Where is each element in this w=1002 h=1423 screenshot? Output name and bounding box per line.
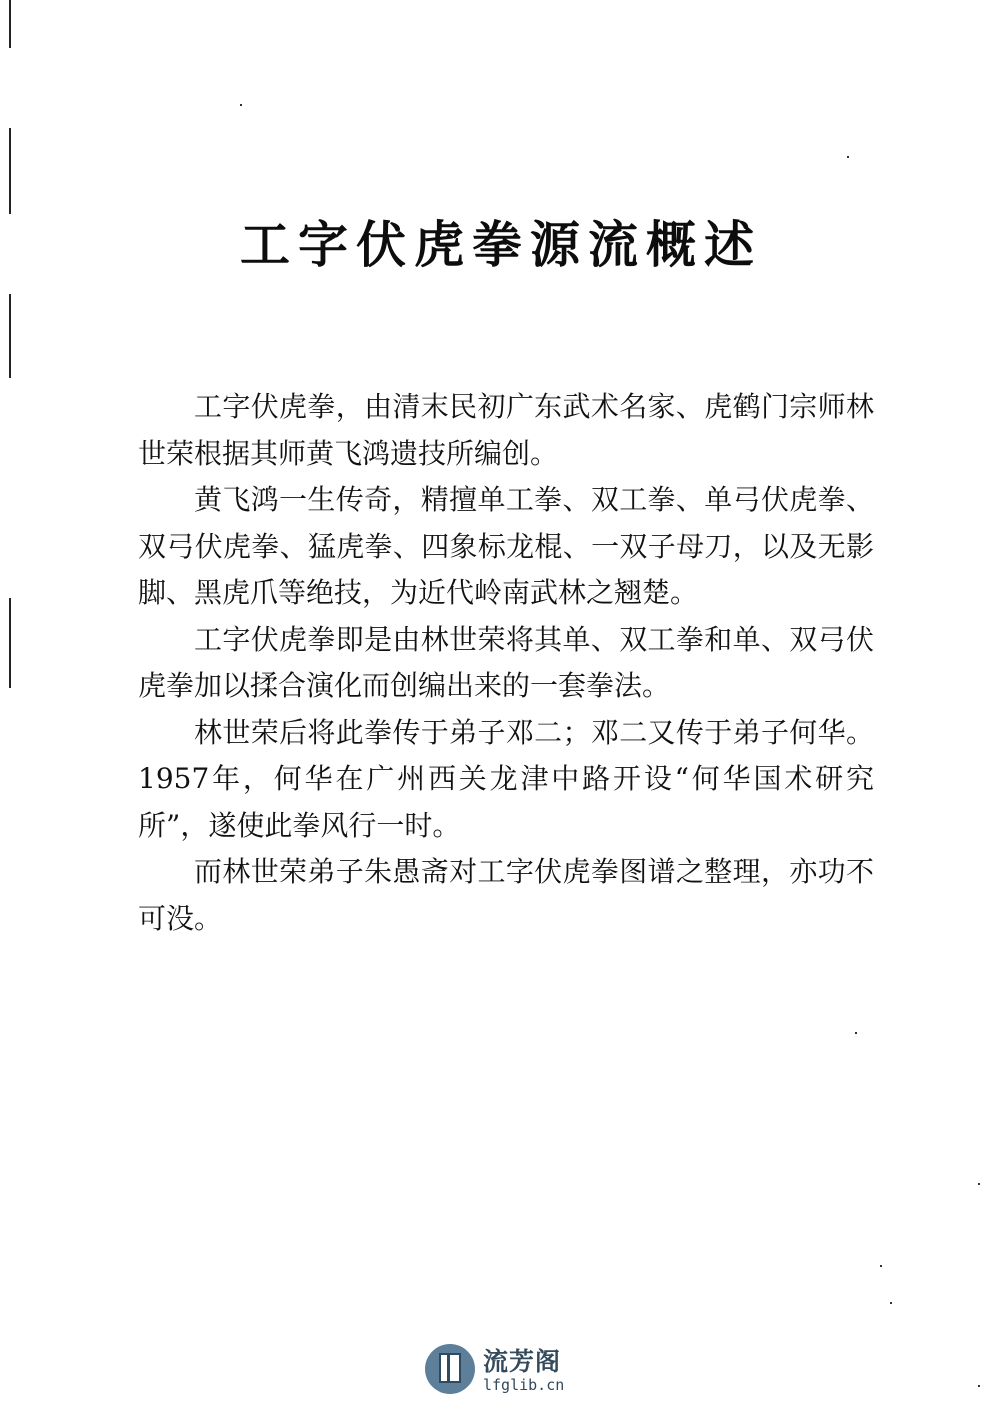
scan-speck [890,1302,892,1304]
scan-edge-mark [9,0,11,48]
scan-speck [978,1183,980,1185]
paragraph: 而林世荣弟子朱愚斋对工字伏虎拳图谱之整理，亦功不可没。 [138,855,874,935]
scan-speck [978,1385,980,1387]
paragraph: 工字伏虎拳即是由林世荣将其单、双工拳和单、双弓伏虎拳加以揉合演化而创编出来的一套拳法。 [138,622,874,702]
paragraph: 黄飞鸿一生传奇，精擅单工拳、双工拳、单弓伏虎拳、双弓伏虎拳、猛虎拳、四象标龙棍、一双子母刀，以及无影脚、黑虎爪等绝技，为近代岭南武林之翘楚。 [138,483,874,609]
page-title: 工字伏虎拳源流概述 [240,216,762,274]
book-icon [425,1344,475,1394]
scan-speck [847,156,849,158]
watermark-url: lfglib.cn [483,1376,565,1394]
scan-edge-mark [9,598,11,688]
scan-speck [855,1032,857,1034]
scan-edge-mark [9,128,11,214]
scan-speck [880,1265,882,1267]
paragraph: 工字伏虎拳，由清末民初广东武术名家、虎鹤门宗师林世荣根据其师黄飞鸿遗技所编创。 [138,390,874,470]
scan-speck [240,104,242,106]
site-watermark [425,1342,585,1398]
paragraph: 林世荣后将此拳传于弟子邓二；邓二又传于弟子何华。1957年，何华在广州西关龙津中路开设“何华国术研究所”，遂使此拳风行一时。 [138,715,874,842]
scan-edge-mark [9,294,11,378]
watermark-name: 流芳阁 [483,1347,562,1376]
article-body [138,384,874,942]
